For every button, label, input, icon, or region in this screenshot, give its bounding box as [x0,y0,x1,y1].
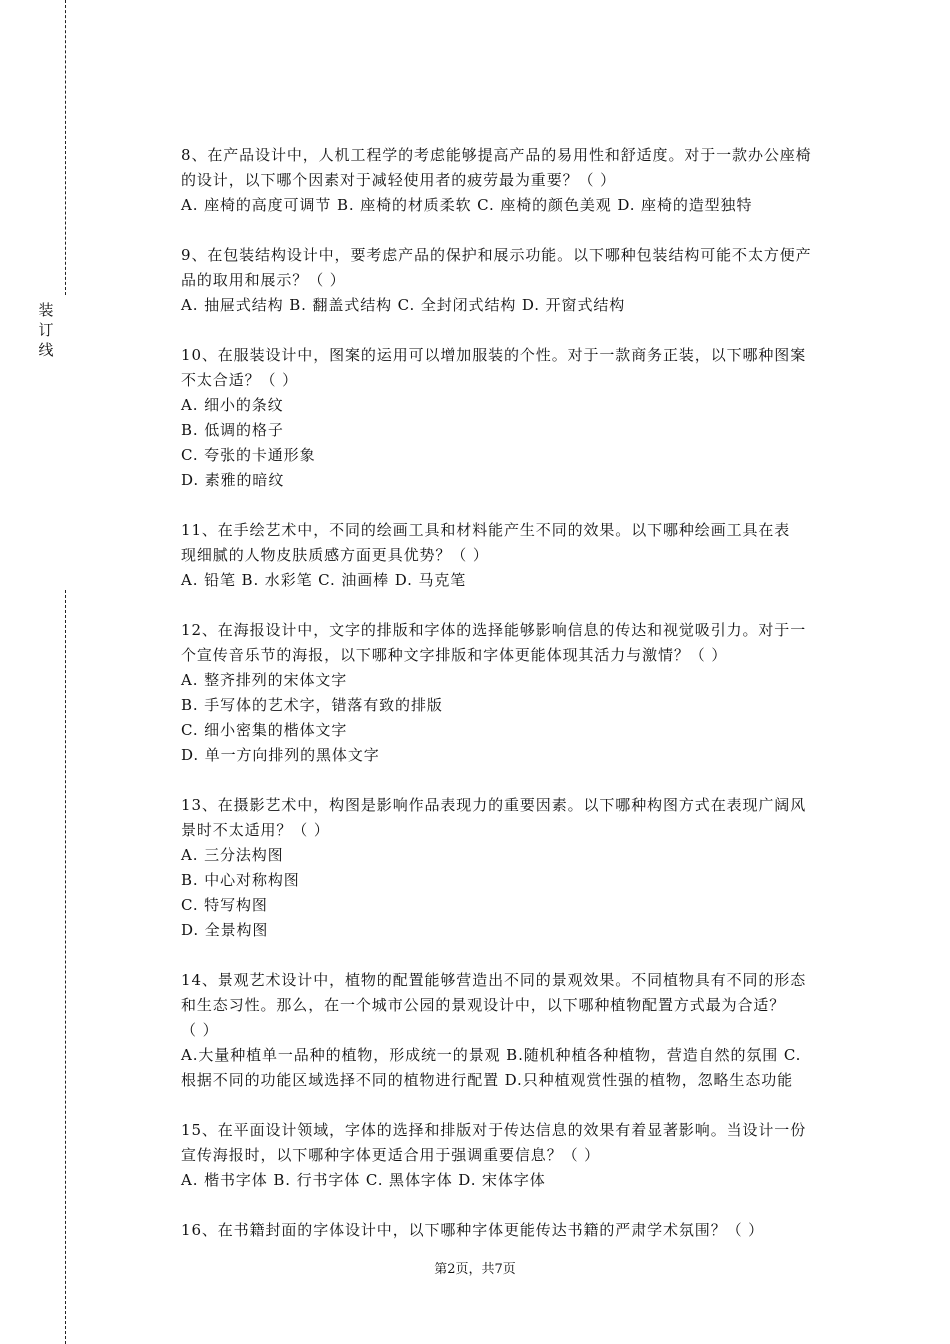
question-line: 9、在包装结构设计中，要考虑产品的保护和展示功能。以下哪种包装结构可能不太方便产 [181,246,812,264]
question-line: A. 整齐排列的宋体文字 [181,671,348,689]
question-line: A. 细小的条纹 [181,396,284,414]
question-10 [181,343,851,493]
question-11 [181,518,851,593]
question-line: 根据不同的功能区域选择不同的植物进行配置 D.只种植观赏性强的植物，忽略生态功能 [181,1071,794,1089]
question-line: 品的取用和展示？（ ） [181,271,346,289]
question-line: A. 座椅的高度可调节 B. 座椅的材质柔软 C. 座椅的颜色美观 D. 座椅的造型独特 [181,196,753,214]
page-footer: 第2页，共7页 [434,1262,516,1277]
question-line: B. 低调的格子 [181,421,284,439]
question-line: 景时不太适用？（ ） [181,821,330,839]
question-line: 16、在书籍封面的字体设计中，以下哪种字体更能传达书籍的严肃学术氛围？（ ） [181,1221,765,1239]
question-list [181,143,851,1268]
question-line: C. 细小密集的楷体文字 [181,721,348,739]
question-line: C. 特写构图 [181,896,268,914]
question-line: （ ） [181,1021,219,1039]
question-line: B. 中心对称构图 [181,871,300,889]
question-line: 13、在摄影艺术中，构图是影响作品表现力的重要因素。以下哪种构图方式在表现广阔风 [181,796,807,814]
question-line: 11、在手绘艺术中，不同的绘画工具和材料能产生不同的效果。以下哪种绘画工具在表 [181,521,791,539]
question-line: A. 抽屉式结构 B. 翻盖式结构 C. 全封闭式结构 D. 开窗式结构 [181,296,626,314]
question-14 [181,968,851,1093]
binding-line-top [65,0,66,295]
question-13 [181,793,851,943]
question-line: A. 三分法构图 [181,846,284,864]
question-8 [181,143,851,218]
binding-line-bottom [65,590,66,1344]
question-line: A. 楷书字体 B. 行书字体 C. 黑体字体 D. 宋体字体 [181,1171,546,1189]
binding-label: 装订线 [38,301,54,359]
question-line: C. 夸张的卡通形象 [181,446,316,464]
question-line: 15、在平面设计领域，字体的选择和排版对于传达信息的效果有着显著影响。当设计一份 [181,1121,807,1139]
question-line: 10、在服装设计中，图案的运用可以增加服装的个性。对于一款商务正装，以下哪种图案 [181,346,807,364]
question-16 [181,1218,851,1243]
question-line: 14、景观艺术设计中，植物的配置能够营造出不同的景观效果。不同植物具有不同的形态 [181,971,807,989]
question-line: 12、在海报设计中，文字的排版和字体的选择能够影响信息的传达和视觉吸引力。对于一 [181,621,807,639]
question-line: 不太合适？（ ） [181,371,298,389]
question-line: D. 素雅的暗纹 [181,471,285,489]
question-line: 现细腻的人物皮肤质感方面更具优势？（ ） [181,546,489,564]
question-line: D. 单一方向排列的黑体文字 [181,746,380,764]
question-line: B. 手写体的艺术字，错落有致的排版 [181,696,443,714]
question-line: 宣传海报时，以下哪种字体更适合用于强调重要信息？（ ） [181,1146,601,1164]
question-9 [181,243,851,318]
question-15 [181,1118,851,1193]
question-line: 的设计，以下哪个因素对于减轻使用者的疲劳最为重要？（ ） [181,171,616,189]
question-line: D. 全景构图 [181,921,269,939]
question-line: 8、在产品设计中，人机工程学的考虑能够提高产品的易用性和舒适度。对于一款办公座椅 [181,146,812,164]
question-line: A.大量种植单一品种的植物，形成统一的景观 B.随机种植各种植物，营造自然的氛围 C. [181,1046,802,1064]
question-line: 个宣传音乐节的海报，以下哪种文字排版和字体更能体现其活力与激情？（ ） [181,646,728,664]
question-12 [181,618,851,768]
question-line: 和生态习性。那么，在一个城市公园的景观设计中，以下哪种植物配置方式最为合适？ [181,996,786,1014]
question-line: A. 铅笔 B. 水彩笔 C. 油画棒 D. 马克笔 [181,571,467,589]
